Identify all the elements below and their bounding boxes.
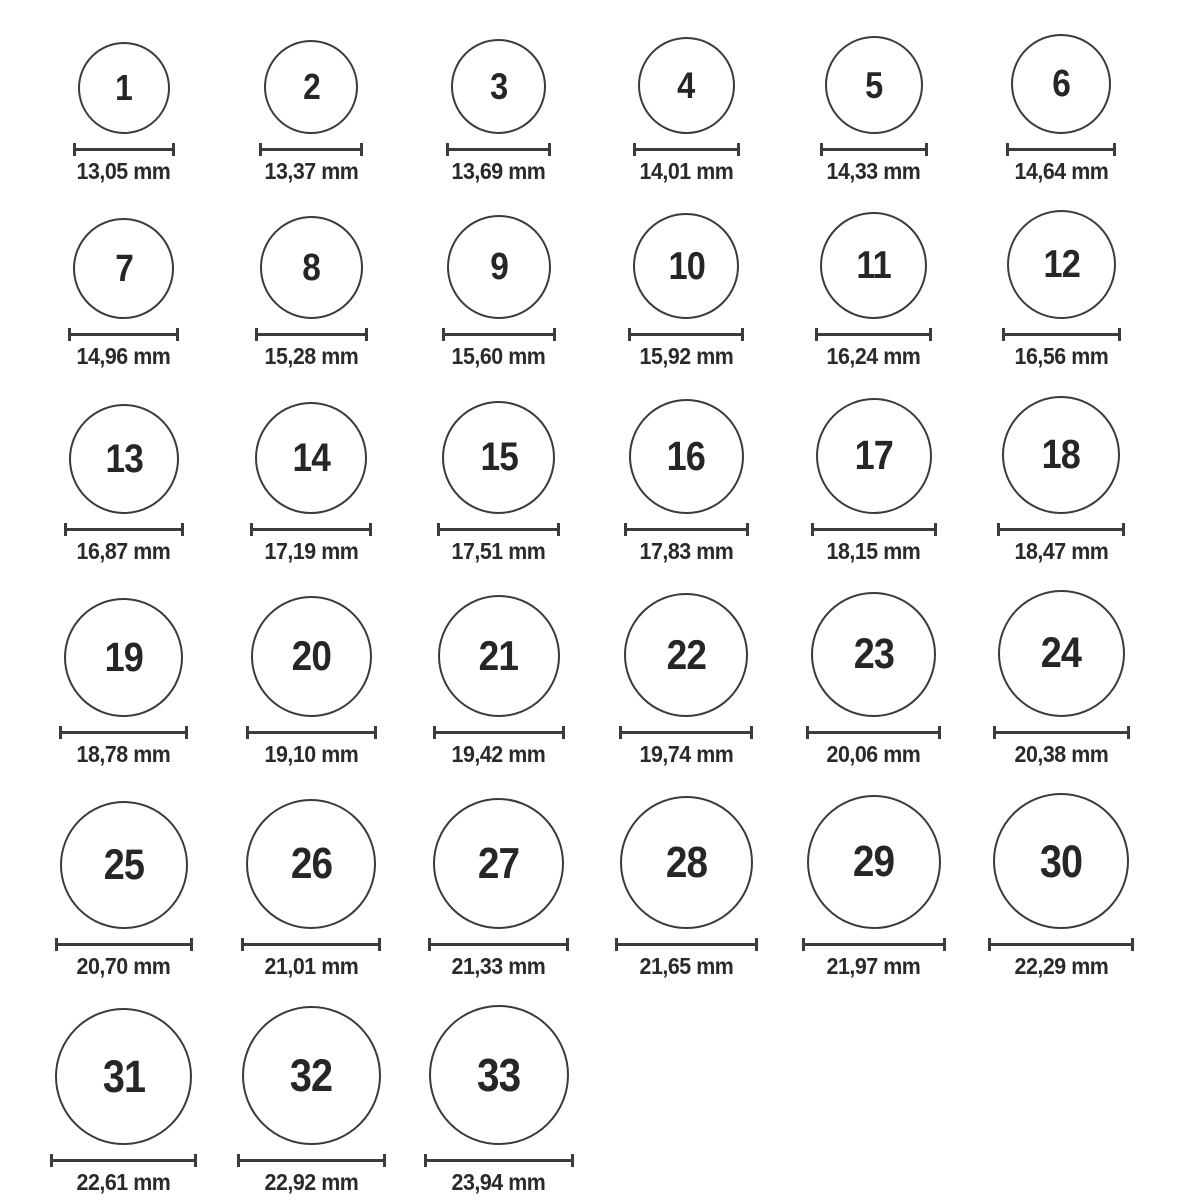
ring-circle bbox=[451, 39, 546, 134]
diameter-measure-line bbox=[431, 943, 566, 946]
diameter-measure-line bbox=[445, 333, 553, 336]
ring-size-number: 31 bbox=[102, 1051, 145, 1103]
ring-size-number: 30 bbox=[1040, 835, 1083, 887]
diameter-label: 21,33 mm bbox=[451, 953, 546, 980]
diameter-measure-bar bbox=[997, 523, 1125, 536]
diameter-label: 13,05 mm bbox=[76, 158, 171, 184]
diameter-measure-line bbox=[627, 528, 746, 531]
ring-circle bbox=[624, 593, 748, 717]
diameter-label: 20,38 mm bbox=[1014, 740, 1109, 767]
diameter-measure-line bbox=[996, 731, 1127, 734]
diameter-label: 19,42 mm bbox=[451, 740, 546, 767]
ring-size-number: 11 bbox=[856, 244, 892, 288]
ring-cell bbox=[64, 404, 184, 564]
ring-cell bbox=[1006, 34, 1116, 184]
diameter-label: 14,01 mm bbox=[639, 158, 734, 184]
ring-cell bbox=[633, 37, 740, 184]
ring-cell bbox=[73, 42, 175, 184]
diameter-measure-line bbox=[449, 148, 548, 151]
ring-circle bbox=[638, 37, 735, 134]
diameter-measure-line bbox=[636, 148, 737, 151]
ring-circle bbox=[442, 401, 555, 514]
ring-size-number: 33 bbox=[477, 1049, 521, 1102]
diameter-measure-bar bbox=[50, 1154, 197, 1167]
diameter-label: 15,92 mm bbox=[639, 343, 734, 370]
diameter-measure-bar bbox=[428, 938, 569, 951]
diameter-measure-bar bbox=[73, 143, 175, 156]
ring-size-number: 29 bbox=[853, 837, 895, 887]
ring-cell bbox=[250, 402, 372, 564]
ring-size-number: 21 bbox=[479, 631, 519, 679]
ring-size-number: 4 bbox=[677, 65, 695, 106]
diameter-label: 14,33 mm bbox=[826, 158, 921, 184]
diameter-measure-line bbox=[1009, 148, 1113, 151]
diameter-measure-bar bbox=[624, 523, 749, 536]
ring-circle bbox=[55, 1008, 192, 1145]
ring-size-number: 12 bbox=[1043, 243, 1080, 287]
ring-cell bbox=[68, 218, 179, 369]
ring-size-number: 5 bbox=[865, 64, 883, 106]
diameter-label: 18,47 mm bbox=[1014, 537, 1109, 564]
diameter-measure-bar bbox=[615, 938, 758, 951]
diameter-measure-line bbox=[436, 731, 562, 734]
ring-circle bbox=[807, 795, 941, 929]
diameter-measure-bar bbox=[246, 726, 377, 739]
diameter-label: 15,28 mm bbox=[264, 343, 359, 370]
diameter-measure-bar bbox=[815, 328, 932, 341]
diameter-measure-line bbox=[240, 1159, 383, 1162]
diameter-label: 18,15 mm bbox=[826, 537, 921, 564]
diameter-measure-line bbox=[991, 943, 1131, 946]
ring-circle bbox=[620, 796, 753, 929]
ring-size-number: 1 bbox=[115, 67, 133, 108]
diameter-measure-line bbox=[631, 333, 741, 336]
ring-circle bbox=[73, 218, 174, 319]
diameter-label: 17,83 mm bbox=[639, 537, 734, 564]
ring-cell bbox=[811, 398, 937, 564]
ring-cell bbox=[442, 215, 556, 369]
diameter-measure-line bbox=[53, 1159, 194, 1162]
ring-circle bbox=[69, 404, 179, 514]
diameter-label: 17,19 mm bbox=[264, 537, 359, 564]
ring-cell bbox=[437, 401, 560, 564]
ring-circle bbox=[820, 212, 927, 319]
diameter-label: 22,92 mm bbox=[264, 1169, 359, 1196]
diameter-measure-bar bbox=[259, 143, 363, 156]
ring-circle bbox=[811, 592, 936, 717]
ring-circle bbox=[633, 213, 739, 319]
ring-cell bbox=[624, 399, 749, 564]
diameter-measure-line bbox=[823, 148, 925, 151]
ring-size-number: 24 bbox=[1041, 628, 1082, 677]
ring-circle bbox=[825, 36, 923, 134]
ring-cell bbox=[806, 592, 941, 767]
diameter-measure-line bbox=[1000, 528, 1122, 531]
ring-size-number: 15 bbox=[480, 435, 518, 480]
diameter-measure-bar bbox=[811, 523, 937, 536]
ring-cell bbox=[255, 216, 368, 369]
ring-cell bbox=[246, 596, 377, 767]
diameter-measure-line bbox=[258, 333, 365, 336]
ring-circle bbox=[78, 42, 170, 134]
diameter-measure-line bbox=[262, 148, 360, 151]
diameter-measure-line bbox=[58, 943, 190, 946]
diameter-measure-bar bbox=[820, 143, 928, 156]
diameter-measure-bar bbox=[424, 1154, 574, 1167]
diameter-measure-bar bbox=[806, 726, 941, 739]
diameter-label: 13,69 mm bbox=[451, 158, 546, 184]
ring-size-number: 14 bbox=[292, 435, 330, 480]
ring-size-number: 6 bbox=[1052, 63, 1071, 105]
ring-cell bbox=[428, 798, 569, 979]
diameter-measure-bar bbox=[250, 523, 372, 536]
ring-cell bbox=[241, 799, 381, 979]
ring-size-number: 10 bbox=[668, 244, 705, 288]
ring-circle bbox=[242, 1006, 381, 1145]
ring-cell bbox=[993, 590, 1130, 767]
diameter-label: 21,65 mm bbox=[639, 953, 734, 980]
ring-cell bbox=[259, 40, 363, 184]
diameter-measure-line bbox=[818, 333, 929, 336]
ring-size-number: 22 bbox=[666, 630, 706, 678]
diameter-measure-line bbox=[71, 333, 176, 336]
diameter-label: 21,01 mm bbox=[264, 953, 359, 980]
diameter-measure-bar bbox=[633, 143, 740, 156]
ring-cell bbox=[988, 793, 1134, 979]
ring-cell bbox=[619, 593, 753, 767]
diameter-measure-line bbox=[1005, 333, 1118, 336]
ring-circle bbox=[255, 402, 367, 514]
ring-cell bbox=[802, 795, 946, 979]
ring-grid bbox=[30, 34, 1155, 1196]
diameter-measure-bar bbox=[802, 938, 946, 951]
diameter-measure-bar bbox=[237, 1154, 386, 1167]
ring-cell bbox=[50, 1008, 197, 1195]
diameter-measure-line bbox=[76, 148, 172, 151]
ring-circle bbox=[260, 216, 363, 319]
diameter-measure-bar bbox=[64, 523, 184, 536]
diameter-measure-bar bbox=[59, 726, 188, 739]
diameter-measure-bar bbox=[55, 938, 193, 951]
diameter-label: 16,87 mm bbox=[76, 537, 171, 564]
diameter-measure-line bbox=[253, 528, 369, 531]
diameter-label: 22,61 mm bbox=[76, 1169, 171, 1196]
diameter-label: 20,06 mm bbox=[826, 740, 921, 767]
diameter-measure-bar bbox=[442, 328, 556, 341]
ring-size-number: 25 bbox=[103, 840, 144, 889]
diameter-measure-bar bbox=[619, 726, 753, 739]
diameter-measure-bar bbox=[241, 938, 381, 951]
diameter-label: 20,70 mm bbox=[76, 953, 171, 980]
ring-circle bbox=[1011, 34, 1111, 134]
ring-cell bbox=[628, 213, 744, 369]
ring-size-number: 28 bbox=[665, 837, 707, 887]
ring-cell bbox=[615, 796, 758, 979]
diameter-measure-bar bbox=[255, 328, 368, 341]
diameter-measure-bar bbox=[628, 328, 744, 341]
diameter-measure-line bbox=[809, 731, 938, 734]
ring-size-number: 17 bbox=[854, 432, 893, 479]
ring-circle bbox=[64, 598, 183, 717]
diameter-measure-line bbox=[440, 528, 557, 531]
diameter-measure-line bbox=[814, 528, 934, 531]
ring-size-number: 19 bbox=[104, 633, 143, 680]
diameter-measure-bar bbox=[1002, 328, 1121, 341]
diameter-measure-line bbox=[805, 943, 943, 946]
ring-circle bbox=[816, 398, 932, 514]
diameter-label: 16,24 mm bbox=[826, 343, 921, 370]
diameter-measure-line bbox=[622, 731, 750, 734]
ring-size-number: 2 bbox=[302, 66, 320, 107]
ring-size-number: 7 bbox=[114, 247, 133, 290]
ring-size-number: 32 bbox=[290, 1050, 333, 1102]
ring-cell bbox=[820, 36, 928, 184]
diameter-label: 21,97 mm bbox=[826, 953, 921, 980]
ring-circle bbox=[629, 399, 744, 514]
diameter-measure-bar bbox=[437, 523, 560, 536]
ring-cell bbox=[997, 396, 1125, 564]
ring-size-number: 9 bbox=[489, 246, 508, 289]
ring-circle bbox=[264, 40, 358, 134]
ring-cell bbox=[446, 39, 551, 184]
diameter-measure-bar bbox=[993, 726, 1130, 739]
ring-circle bbox=[1007, 210, 1116, 319]
ring-circle bbox=[429, 1005, 569, 1145]
ring-size-number: 26 bbox=[290, 839, 332, 889]
ring-size-number: 13 bbox=[105, 436, 143, 481]
diameter-label: 15,60 mm bbox=[451, 343, 546, 370]
ring-cell bbox=[424, 1005, 574, 1195]
ring-size-number: 18 bbox=[1042, 431, 1081, 478]
diameter-measure-line bbox=[244, 943, 378, 946]
ring-circle bbox=[447, 215, 551, 319]
ring-circle bbox=[433, 798, 564, 929]
diameter-label: 14,64 mm bbox=[1014, 158, 1109, 184]
diameter-measure-line bbox=[249, 731, 374, 734]
ring-cell bbox=[433, 595, 565, 767]
ring-cell bbox=[815, 212, 932, 369]
ring-size-number: 16 bbox=[667, 432, 706, 479]
ring-cell bbox=[59, 598, 188, 767]
ring-size-number: 27 bbox=[478, 838, 520, 888]
ring-size-number: 3 bbox=[490, 66, 508, 107]
diameter-label: 16,56 mm bbox=[1014, 343, 1109, 370]
ring-size-number: 23 bbox=[853, 629, 894, 678]
diameter-measure-bar bbox=[68, 328, 179, 341]
ring-size-number: 8 bbox=[302, 246, 321, 289]
ring-cell bbox=[1002, 210, 1121, 369]
diameter-label: 22,29 mm bbox=[1014, 953, 1109, 980]
ring-circle bbox=[998, 590, 1125, 717]
ring-circle bbox=[1002, 396, 1120, 514]
diameter-label: 19,10 mm bbox=[264, 740, 359, 767]
diameter-label: 18,78 mm bbox=[76, 740, 171, 767]
diameter-measure-line bbox=[427, 1159, 571, 1162]
diameter-label: 17,51 mm bbox=[451, 537, 546, 564]
diameter-measure-bar bbox=[1006, 143, 1116, 156]
ring-circle bbox=[993, 793, 1129, 929]
ring-cell bbox=[55, 801, 193, 979]
ring-circle bbox=[60, 801, 188, 929]
diameter-measure-line bbox=[67, 528, 181, 531]
diameter-label: 13,37 mm bbox=[264, 158, 359, 184]
diameter-measure-bar bbox=[433, 726, 565, 739]
diameter-measure-line bbox=[62, 731, 185, 734]
diameter-label: 19,74 mm bbox=[639, 740, 734, 767]
diameter-measure-line bbox=[618, 943, 755, 946]
diameter-measure-bar bbox=[988, 938, 1134, 951]
diameter-label: 14,96 mm bbox=[76, 343, 171, 370]
ring-circle bbox=[438, 595, 560, 717]
ring-size-number: 20 bbox=[291, 632, 331, 680]
ring-cell bbox=[237, 1006, 386, 1195]
ring-circle bbox=[246, 799, 376, 929]
ring-circle bbox=[251, 596, 372, 717]
diameter-measure-bar bbox=[446, 143, 551, 156]
diameter-label: 23,94 mm bbox=[451, 1169, 546, 1196]
